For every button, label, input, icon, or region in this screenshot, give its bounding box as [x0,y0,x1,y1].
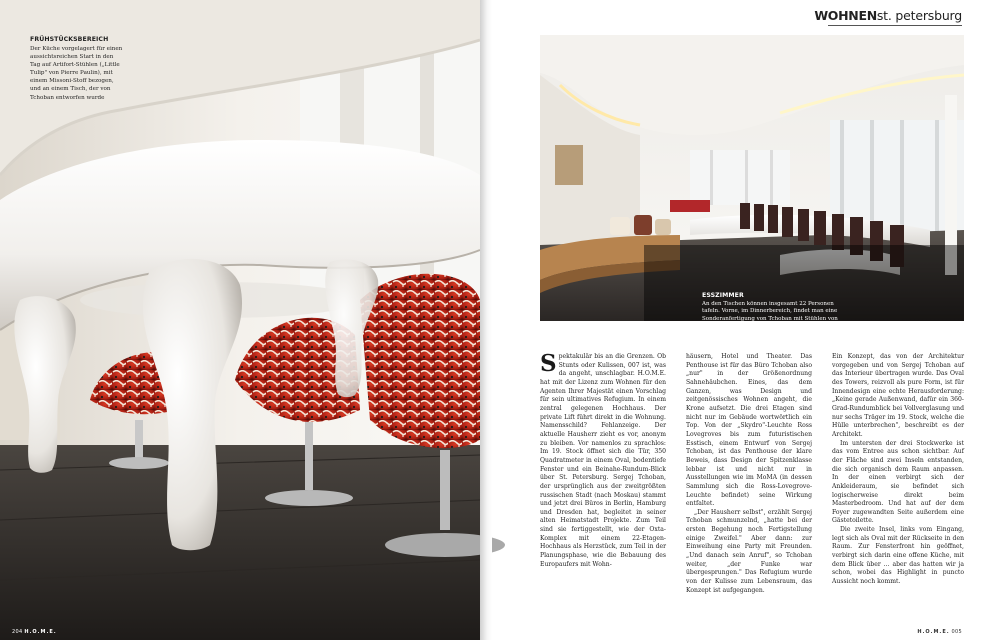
article-paragraph: „Der Hausherr selbst", erzählt Sergej Tchoban schmunzelnd, „hatte bei der ersten Begehung noch Fertigstellung einige Zweifel." Aber dann: zur Einweihung eine Party mit Freunden. „Und danach sein Anruf", so Tchoban weiter, „der Funke war übergesprungen." Das Refugium wurde von der Kulisse zum Lebensraum, das Konzept ist aufgegangen. [686,508,812,594]
article-column-2 [686,353,812,595]
article-paragraph: häusern, Hotel und Theater. Das Penthouse ist für das Büro Tchoban also „nur" in der Größenordnung Sahnehäubchen. Eines, das dem Ganzen, was Design und zeitgenössisches Wohnen angeht, die Krone aufsetzt. Die drei Etagen sind nicht nur im Gebäude wortwörtlich ein Top. Von der „Skydro"-Leuchte Ross Lovegroves bis zum futuristischen Esstisch, einem Entwurf von Sergej Tchoban, ist das Penthouse der klare Beweis, dass Design der Spitzenklasse lebbar ist und nicht nur in Ausstellungen wie im MoMA (in dessen Sammlung sich die Ross-Lovegrove-Leuchte befindet) seine Wirkung entfaltet. [686,353,812,508]
dining-caption-title: ESSZIMMER [702,292,744,299]
left-page [0,0,480,640]
caption-line: und an einem Tisch, der von [30,86,111,93]
page-gutter [480,0,492,640]
caption-line: An den Tischen können insgesamt 22 Personen [702,301,834,307]
caption-line: von Wilson Audio [702,345,751,352]
caption-line: von Baxter und Dedar. Für den Sound sorgen Boxen [702,338,848,345]
section-header-light: st. petersburg [876,8,962,23]
breakfast-caption-body [30,45,156,102]
breakfast-caption [30,36,156,102]
caption-line: Moroso („Three Skin Chair" von Ron Arad). Die Bank [702,323,851,330]
article-paragraph: Ein Konzept, das von der Architektur vorgegeben und von Sergej Tchoban auf das Interieur übertragen wurde. Das Oval des Towers, reizvoll als pure Form, ist für Innendesign eine echte Herausforderung: „Keine gerade Außenwand, dafür ein 360-Grad-Rundumblick bei Vollverglasung und nur sechs Träger im 19. Stock, welche die Hülle unterbrechen", beschreibt es der Architekt. [832,353,964,438]
left-magazine-name: H.O.M.E. [24,629,57,635]
section-header-bold: WOHNEN [814,8,877,23]
dining-room-image [540,35,964,321]
dining-caption-body [702,301,958,353]
caption-line: Tulip" von Pierre Paulin), mit [30,70,113,77]
article-paragraph [540,350,666,569]
right-page-number: 005 [951,629,962,635]
caption-line: Tag auf Artifort-Stühlen („Little [30,62,120,69]
dining-room-caption [702,292,958,353]
caption-line: Tchoban entworfen wurde [30,94,105,101]
caption-line: tafeln. Vorne, im Dinnerbereich, findet man eine [702,308,838,315]
breakfast-caption-title: FRÜHSTÜCKSBEREICH [30,36,109,43]
caption-line: an der Seite ist eine Maßarbeit von Tchoban mit Leder [702,330,856,337]
caption-line: Der Küche vorgelagert für einen [30,46,123,52]
section-header [814,8,962,23]
caption-line: Sonderanfertigung von Tchoban mit Stühlen von [702,315,838,322]
right-page [492,0,999,640]
article-column-3 [832,353,964,587]
caption-line: einem Missoni-Stoff bezogen, [30,78,114,85]
article-paragraph: Im untersten der drei Stockwerke ist das vom Entree aus schon sichtbar. Auf der Fläche sind zwei Inseln entstanden, die sich organisch dem Raum anpassen. In der einen verbirgt sich der Ankleideraum, sie befindet sich logischerweise direkt beim Masterbedroom. Und hat auf der dem Foyer zugewandten Seite außerdem eine Gästetoilette. [832,439,964,525]
drop-cap: S [540,350,557,377]
article-paragraph: Die zweite Insel, links vom Eingang, legt sich als Oval mit der Rückseite in den Raum. Zur Fensterfront hin geöffnet, verbirgt sich darin eine offene Küche, mit dem Blick über … aber das hatten wir ja schon, wobei das Highlight in puncto Aussicht noch kommt. [832,526,964,586]
caption-line: aussichtsreichen Start in den [30,54,114,61]
header-rule [828,25,962,26]
left-page-footer [12,629,57,635]
dining-room-photo [540,35,964,352]
right-magazine-name: H.O.M.E. [917,629,950,635]
right-page-footer [917,629,962,635]
article-column-1 [540,350,666,569]
left-page-number: 204 [12,629,23,635]
paragraph-text: pektakulär bis an die Grenzen. Ob Stunts oder Kulissen, 007 ist, was da angeht, unschlagbar. H.O.M.E. hat mit der Lizenz zum Wohnen für den Agenten Ihrer Majestät einen Vorschlag für sein ultimatives Refugium. In einem zentral gelegenen Hochhaus. Der private Lift führt direkt in die Wohnung. Namensschild? Fehlanzeige. Der aktuelle Hausherr zieht es vor, anonym zu bleiben. Vor namenlos zu sprachlos: Im 19. Stock öffnet sich die Tür, 350 Quadratmeter in einem Oval, bodentiefe Fenster und ein Beinahe-Rundum-Blick über St. Petersburg. Sergej Tchoban, der ursprünglich aus der zweitgrößten russischen Stadt (nach Moskau) stammt und jetzt drei Büros in Berlin, Hamburg und Dresden hat, begleitet in seiner alten Heimatstadt Projekte. Zum Teil sind sie fertiggestellt, wie der Oxta-Komplex mit einem 22-Etagen-Hochhaus als Herzstück, zum Teil in der Planungsphase, wie die Bebauung des Europaufers mit Wohn- [540,353,666,568]
